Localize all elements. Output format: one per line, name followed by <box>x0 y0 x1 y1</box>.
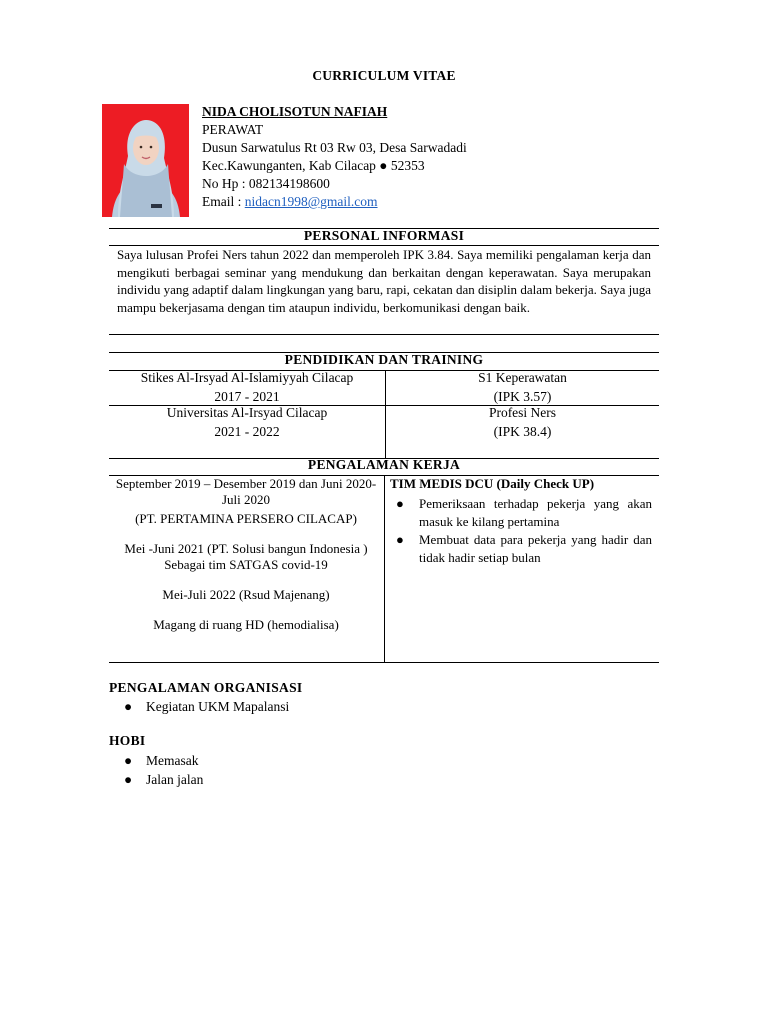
full-name: NIDA CHOLISOTUN NAFIAH <box>202 104 388 119</box>
bullet-icon: ● <box>124 699 133 714</box>
column-divider <box>384 475 385 662</box>
section-organization-heading: PENGALAMAN ORGANISASI <box>109 680 303 695</box>
education-years: 2021 - 2022 <box>214 424 280 439</box>
profile-photo-illustration <box>102 104 189 217</box>
divider <box>109 662 659 663</box>
contact-block <box>202 103 467 211</box>
education-gpa: (IPK 3.57) <box>493 389 552 404</box>
duty-text: Pemeriksaan terhadap pekerja yang akan masuk ke kilang pertamina <box>419 496 652 529</box>
education-gpa: (IPK 38.4) <box>493 424 552 439</box>
hobby-item: Memasak <box>146 753 199 768</box>
list-item <box>390 495 652 531</box>
duty-text: Membuat data para pekerja yang hadir dan tidak hadir setiap bulan <box>419 532 652 565</box>
list-item <box>118 770 203 789</box>
profile-photo <box>102 104 189 217</box>
experience-period: September 2019 – Desember 2019 dan Juni 2020- Juli 2020 <box>115 476 377 507</box>
email-link[interactable]: nidacn1998@gmail.com <box>244 194 378 209</box>
list-item <box>390 531 652 567</box>
education-school: Universitas Al-Irsyad Cilacap <box>166 405 328 420</box>
experience-periods <box>112 476 380 633</box>
list-item <box>118 751 203 770</box>
experience-company: (PT. PERTAMINA PERSERO CILACAP) <box>135 511 357 526</box>
bullet-icon: ● <box>124 772 133 787</box>
hobby-list <box>118 751 203 789</box>
bullet-icon: ● <box>396 532 404 547</box>
experience-role-title: TIM MEDIS DCU (Daily Check UP) <box>390 476 595 491</box>
organization-list <box>118 697 289 716</box>
personal-summary: Saya lulusan Profei Ners tahun 2022 dan memperoleh IPK 3.84. Saya memiliki pengalaman kerja dan mengikuti berbagai seminar yang mendukung dan berkaitan dengan keperawatan. Saya merupakan individu yang adaptif dalam lingkungan yang baru, rapi, cekatan dan disiplin dalam bekerja. Saya juga mampu bekerjasama dengan tim ataupun individu, berkomunikasi dengan baik. <box>117 247 651 315</box>
section-hobby-heading: HOBI <box>109 733 146 748</box>
list-item <box>118 697 289 716</box>
duty-list <box>390 495 652 567</box>
hobby-item: Jalan jalan <box>146 772 204 787</box>
experience-role: Magang di ruang HD (hemodialisa) <box>153 617 339 632</box>
position: PERAWAT <box>202 122 264 137</box>
address-line-2: Kec.Kawunganten, Kab Cilacap ● 52353 <box>202 158 425 173</box>
section-personal-heading: PERSONAL INFORMASI <box>303 228 465 243</box>
address-line-1: Dusun Sarwatulus Rt 03 Rw 03, Desa Sarwadadi <box>202 140 467 155</box>
organization-item: Kegiatan UKM Mapalansi <box>146 699 290 714</box>
education-degree: Profesi Ners <box>488 405 557 420</box>
experience-details <box>390 475 652 567</box>
divider <box>109 334 659 335</box>
experience-role: Sebagai tim SATGAS covid-19 <box>164 557 328 572</box>
email-label: Email : <box>202 194 245 209</box>
email-row <box>202 193 467 211</box>
phone: No Hp : 082134198600 <box>202 176 330 191</box>
section-education-heading: PENDIDIKAN DAN TRAINING <box>284 352 484 367</box>
education-degree: S1 Keperawatan <box>478 370 567 385</box>
section-experience-heading: PENGALAMAN KERJA <box>307 457 461 472</box>
education-school: Stikes Al-Irsyad Al-Islamiyyah Cilacap <box>140 370 354 385</box>
bullet-icon: ● <box>396 496 404 511</box>
page-title: CURRICULUM VITAE <box>312 68 456 83</box>
experience-period: Mei-Juli 2022 (Rsud Majenang) <box>162 587 330 602</box>
experience-period: Mei -Juni 2021 (PT. Solusi bangun Indonesia ) <box>124 541 368 556</box>
bullet-icon: ● <box>124 753 133 768</box>
education-years: 2017 - 2021 <box>214 389 280 404</box>
